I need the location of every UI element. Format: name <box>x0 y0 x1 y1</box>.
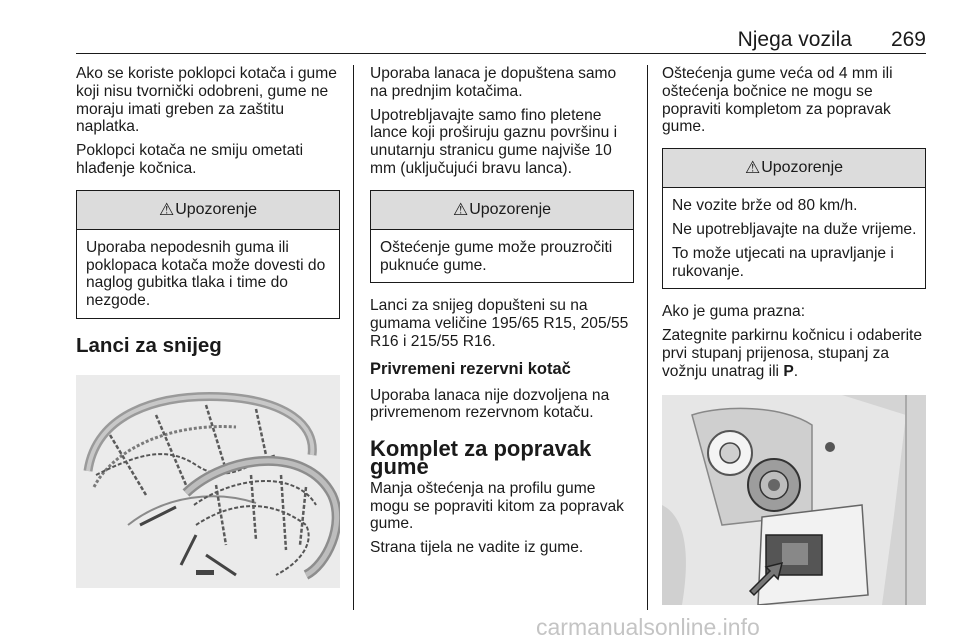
warning-title: Upozorenje <box>175 200 258 218</box>
column-divider <box>353 65 354 610</box>
paragraph: Ako je guma prazna: <box>662 303 806 321</box>
column-1 <box>76 65 340 588</box>
tyre-repair-kit-illustration <box>662 395 926 605</box>
warning-box <box>76 190 340 319</box>
paragraph: Ako se koriste poklopci kotača i gume koji nisu tvornički odobreni, gume ne moraju imati greben za zaštitu naplatka. <box>76 65 337 136</box>
paragraph: Manja oštećenja na profilu gume mogu se popraviti kitom za popravak gume. <box>370 479 624 533</box>
gear-p-label: P <box>783 362 794 380</box>
warning-header <box>77 191 339 230</box>
paragraph: Poklopci kotača ne smiju ometati hlađenje kočnica. <box>76 142 304 177</box>
warning-header <box>371 191 633 230</box>
paragraph: Uporaba lanaca je dopuštena samo na prednjim kotačima. <box>370 65 617 100</box>
warning-box <box>370 190 634 284</box>
trunk-compartment-image <box>662 395 926 605</box>
snow-chains-image <box>76 375 340 588</box>
watermark: carmanualsonline.info <box>536 614 760 640</box>
page-header <box>76 28 926 54</box>
column-2 <box>370 65 634 563</box>
warning-text: Ne upotrebljavajte na duže vrijeme. <box>672 220 917 238</box>
paragraph: Zategnite parkirnu kočnicu i odaberite prvi stupanj prijenosa, stupanj za vožnju unatrag ili P. <box>662 327 923 380</box>
paragraph: Lanci za snijeg dopušteni su na gumama veličine 195/65 R15, 205/55 R16 i 215/55 R16. <box>370 297 629 350</box>
paragraph: Uporaba lanaca nije dozvoljena na privremenom rezervnom kotaču. <box>370 386 610 422</box>
subheading: Privremeni rezervni kotač <box>370 359 571 378</box>
snow-chains-illustration <box>76 375 340 588</box>
column-3 <box>662 65 926 605</box>
section-title: Njega vozila <box>737 28 852 51</box>
paragraph: Oštećenja gume veća od 4 mm ili oštećenja bočnice ne mogu se popraviti kompletom za popravak gume. <box>662 65 893 136</box>
warning-box <box>662 148 926 289</box>
warning-text: Ne vozite brže od 80 km/h. <box>672 197 858 215</box>
warning-text: To može utjecati na upravljanje i rukovanje. <box>672 244 894 280</box>
page-number: 269 <box>890 28 926 51</box>
section-heading: Komplet za popravak gume <box>370 436 592 479</box>
warning-header <box>663 149 925 188</box>
paragraph: Upotrebljavajte samo fino pletene lance koji proširuju gaznu površinu i unutarnju stranicu gume najviše 10 mm (uključujući bravu lanca). <box>370 106 618 177</box>
warning-text: Oštećenje gume može prouzročiti puknuće gume. <box>380 238 613 274</box>
warning-title: Upozorenje <box>761 159 844 177</box>
section-heading: Lanci za snijeg <box>76 333 222 357</box>
paragraph: Strana tijela ne vadite iz gume. <box>370 539 584 557</box>
warning-text: Uporaba nepodesnih guma ili poklopaca kotača može dovesti do naglog gubitka tlaka i time do nezgode. <box>86 238 326 310</box>
warning-triangle-icon: ⚠ <box>452 199 469 219</box>
warning-triangle-icon: ⚠ <box>158 199 175 219</box>
column-divider <box>647 65 648 610</box>
warning-triangle-icon: ⚠ <box>744 158 761 178</box>
warning-title: Upozorenje <box>469 200 552 218</box>
